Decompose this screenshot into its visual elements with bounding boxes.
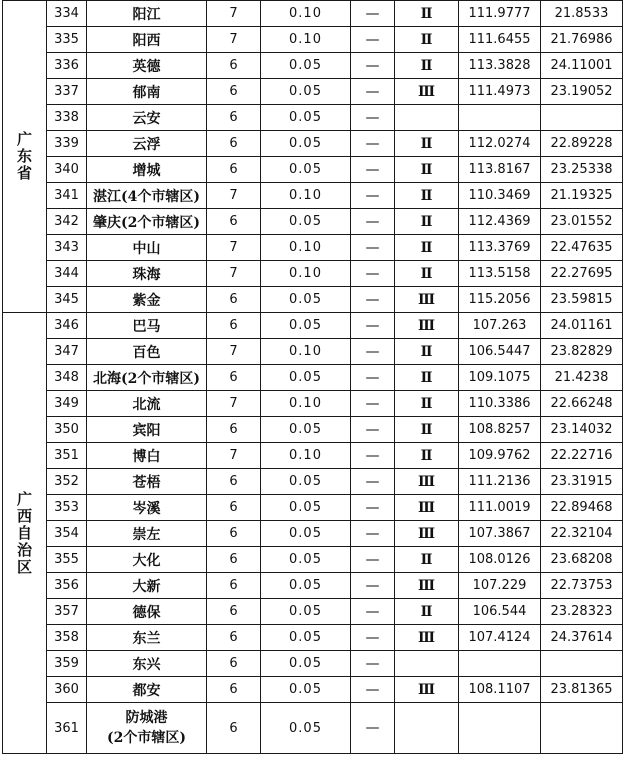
table-row xyxy=(3,339,623,365)
latitude: 23.81365 xyxy=(541,677,623,703)
peak-acceleration: 0.05 xyxy=(261,131,351,157)
seismic-intensity: 7 xyxy=(207,261,261,287)
city-name: 苍梧 xyxy=(87,469,207,495)
row-number: 349 xyxy=(47,391,87,417)
dash-mark: — xyxy=(351,677,395,703)
row-number: 358 xyxy=(47,625,87,651)
longitude xyxy=(459,651,541,677)
dash-mark: — xyxy=(351,157,395,183)
site-grade: Ⅲ xyxy=(395,677,459,703)
table-row xyxy=(3,261,623,287)
longitude: 111.6455 xyxy=(459,27,541,53)
longitude: 108.0126 xyxy=(459,547,541,573)
city-name: 北流 xyxy=(87,391,207,417)
site-grade: Ⅱ xyxy=(395,365,459,391)
seismic-intensity: 7 xyxy=(207,339,261,365)
table-row xyxy=(3,131,623,157)
row-number: 339 xyxy=(47,131,87,157)
latitude: 22.47635 xyxy=(541,235,623,261)
peak-acceleration: 0.05 xyxy=(261,209,351,235)
longitude: 107.229 xyxy=(459,573,541,599)
site-grade: Ⅱ xyxy=(395,53,459,79)
city-name: 巴马 xyxy=(87,313,207,339)
seismic-intensity: 6 xyxy=(207,105,261,131)
row-number: 337 xyxy=(47,79,87,105)
dash-mark: — xyxy=(351,287,395,313)
latitude: 22.73753 xyxy=(541,573,623,599)
latitude: 22.89468 xyxy=(541,495,623,521)
longitude: 107.3867 xyxy=(459,521,541,547)
site-grade: Ⅲ xyxy=(395,469,459,495)
city-name: 大化 xyxy=(87,547,207,573)
longitude: 115.2056 xyxy=(459,287,541,313)
dash-mark: — xyxy=(351,599,395,625)
site-grade: Ⅱ xyxy=(395,235,459,261)
table-row xyxy=(3,677,623,703)
site-grade: Ⅱ xyxy=(395,443,459,469)
peak-acceleration: 0.05 xyxy=(261,599,351,625)
site-grade: Ⅲ xyxy=(395,495,459,521)
row-number: 354 xyxy=(47,521,87,547)
row-number: 350 xyxy=(47,417,87,443)
city-name: 百色 xyxy=(87,339,207,365)
longitude: 106.544 xyxy=(459,599,541,625)
longitude xyxy=(459,703,541,754)
row-number: 345 xyxy=(47,287,87,313)
site-grade: Ⅲ xyxy=(395,573,459,599)
dash-mark: — xyxy=(351,131,395,157)
dash-mark: — xyxy=(351,625,395,651)
peak-acceleration: 0.05 xyxy=(261,677,351,703)
site-grade: Ⅱ xyxy=(395,417,459,443)
dash-mark: — xyxy=(351,79,395,105)
dash-mark: — xyxy=(351,235,395,261)
city-name: 德保 xyxy=(87,599,207,625)
site-grade: Ⅱ xyxy=(395,261,459,287)
longitude: 111.2136 xyxy=(459,469,541,495)
site-grade: Ⅱ xyxy=(395,183,459,209)
peak-acceleration: 0.05 xyxy=(261,287,351,313)
peak-acceleration: 0.05 xyxy=(261,365,351,391)
seismic-intensity: 6 xyxy=(207,209,261,235)
seismic-intensity: 6 xyxy=(207,287,261,313)
dash-mark: — xyxy=(351,313,395,339)
row-number: 359 xyxy=(47,651,87,677)
row-number: 340 xyxy=(47,157,87,183)
longitude: 108.8257 xyxy=(459,417,541,443)
row-number: 336 xyxy=(47,53,87,79)
dash-mark: — xyxy=(351,209,395,235)
dash-mark: — xyxy=(351,339,395,365)
table-row xyxy=(3,53,623,79)
row-number: 360 xyxy=(47,677,87,703)
seismic-intensity: 6 xyxy=(207,79,261,105)
longitude: 108.1107 xyxy=(459,677,541,703)
table-row xyxy=(3,1,623,27)
row-number: 353 xyxy=(47,495,87,521)
latitude: 24.11001 xyxy=(541,53,623,79)
latitude: 22.27695 xyxy=(541,261,623,287)
city-name: 宾阳 xyxy=(87,417,207,443)
dash-mark: — xyxy=(351,53,395,79)
latitude: 22.22716 xyxy=(541,443,623,469)
site-grade: Ⅱ xyxy=(395,1,459,27)
dash-mark: — xyxy=(351,391,395,417)
dash-mark: — xyxy=(351,365,395,391)
seismic-intensity: 6 xyxy=(207,573,261,599)
row-number: 351 xyxy=(47,443,87,469)
seismic-intensity: 7 xyxy=(207,235,261,261)
city-name: 云浮 xyxy=(87,131,207,157)
city-name: 中山 xyxy=(87,235,207,261)
longitude: 112.0274 xyxy=(459,131,541,157)
seismic-intensity: 6 xyxy=(207,599,261,625)
city-name: 湛江(4个市辖区) xyxy=(87,183,207,209)
longitude: 109.1075 xyxy=(459,365,541,391)
seismic-intensity: 6 xyxy=(207,365,261,391)
seismic-intensity: 6 xyxy=(207,53,261,79)
row-number: 335 xyxy=(47,27,87,53)
seismic-intensity: 6 xyxy=(207,157,261,183)
city-name: 防城港 (2个市辖区) xyxy=(87,703,207,754)
latitude: 24.01161 xyxy=(541,313,623,339)
seismic-intensity: 7 xyxy=(207,443,261,469)
site-grade: Ⅲ xyxy=(395,287,459,313)
site-grade: Ⅱ xyxy=(395,157,459,183)
latitude: 21.76986 xyxy=(541,27,623,53)
latitude: 22.32104 xyxy=(541,521,623,547)
table-row xyxy=(3,183,623,209)
peak-acceleration: 0.05 xyxy=(261,521,351,547)
row-number: 348 xyxy=(47,365,87,391)
table-row xyxy=(3,547,623,573)
latitude xyxy=(541,651,623,677)
seismic-intensity: 6 xyxy=(207,131,261,157)
latitude: 21.4238 xyxy=(541,365,623,391)
city-name: 东兴 xyxy=(87,651,207,677)
longitude: 106.5447 xyxy=(459,339,541,365)
dash-mark: — xyxy=(351,495,395,521)
seismic-intensity: 6 xyxy=(207,625,261,651)
city-name: 珠海 xyxy=(87,261,207,287)
table-row xyxy=(3,521,623,547)
longitude: 113.5158 xyxy=(459,261,541,287)
row-number: 334 xyxy=(47,1,87,27)
site-grade: Ⅱ xyxy=(395,547,459,573)
latitude xyxy=(541,105,623,131)
latitude xyxy=(541,703,623,754)
row-number: 355 xyxy=(47,547,87,573)
peak-acceleration: 0.05 xyxy=(261,79,351,105)
site-grade: Ⅱ xyxy=(395,131,459,157)
dash-mark: — xyxy=(351,443,395,469)
longitude: 113.3769 xyxy=(459,235,541,261)
peak-acceleration: 0.05 xyxy=(261,547,351,573)
longitude: 112.4369 xyxy=(459,209,541,235)
seismic-intensity: 6 xyxy=(207,547,261,573)
dash-mark: — xyxy=(351,27,395,53)
row-number: 356 xyxy=(47,573,87,599)
province-cell: 广西自治区 xyxy=(3,313,47,754)
latitude: 23.68208 xyxy=(541,547,623,573)
peak-acceleration: 0.05 xyxy=(261,651,351,677)
site-grade: Ⅱ xyxy=(395,599,459,625)
longitude: 113.3828 xyxy=(459,53,541,79)
peak-acceleration: 0.05 xyxy=(261,313,351,339)
seismic-intensity: 7 xyxy=(207,391,261,417)
seismic-intensity: 6 xyxy=(207,703,261,754)
peak-acceleration: 0.05 xyxy=(261,53,351,79)
latitude: 22.89228 xyxy=(541,131,623,157)
table-row xyxy=(3,651,623,677)
city-name: 东兰 xyxy=(87,625,207,651)
peak-acceleration: 0.05 xyxy=(261,495,351,521)
latitude: 23.19052 xyxy=(541,79,623,105)
seismic-intensity: 6 xyxy=(207,495,261,521)
table-row xyxy=(3,625,623,651)
row-number: 352 xyxy=(47,469,87,495)
seismic-intensity: 6 xyxy=(207,469,261,495)
peak-acceleration: 0.10 xyxy=(261,391,351,417)
row-number: 338 xyxy=(47,105,87,131)
table-row xyxy=(3,417,623,443)
peak-acceleration: 0.10 xyxy=(261,443,351,469)
longitude: 111.4973 xyxy=(459,79,541,105)
city-name: 博白 xyxy=(87,443,207,469)
table-row xyxy=(3,573,623,599)
peak-acceleration: 0.05 xyxy=(261,573,351,599)
seismic-intensity: 7 xyxy=(207,27,261,53)
latitude: 23.25338 xyxy=(541,157,623,183)
latitude: 23.82829 xyxy=(541,339,623,365)
city-name: 岑溪 xyxy=(87,495,207,521)
latitude: 21.19325 xyxy=(541,183,623,209)
site-grade: Ⅱ xyxy=(395,339,459,365)
seismic-intensity: 6 xyxy=(207,313,261,339)
table-row xyxy=(3,235,623,261)
city-name: 郁南 xyxy=(87,79,207,105)
dash-mark: — xyxy=(351,547,395,573)
city-name: 云安 xyxy=(87,105,207,131)
seismic-parameter-table xyxy=(2,0,623,754)
peak-acceleration: 0.05 xyxy=(261,157,351,183)
longitude: 107.263 xyxy=(459,313,541,339)
site-grade: Ⅲ xyxy=(395,313,459,339)
longitude: 107.4124 xyxy=(459,625,541,651)
latitude: 21.8533 xyxy=(541,1,623,27)
seismic-intensity: 7 xyxy=(207,183,261,209)
table-row xyxy=(3,495,623,521)
dash-mark: — xyxy=(351,651,395,677)
latitude: 23.59815 xyxy=(541,287,623,313)
seismic-intensity: 6 xyxy=(207,417,261,443)
table-row xyxy=(3,443,623,469)
peak-acceleration: 0.05 xyxy=(261,625,351,651)
peak-acceleration: 0.10 xyxy=(261,183,351,209)
table-row xyxy=(3,703,623,754)
dash-mark: — xyxy=(351,573,395,599)
peak-acceleration: 0.10 xyxy=(261,261,351,287)
longitude: 113.8167 xyxy=(459,157,541,183)
latitude: 23.01552 xyxy=(541,209,623,235)
row-number: 357 xyxy=(47,599,87,625)
city-name: 英德 xyxy=(87,53,207,79)
table-body xyxy=(3,1,623,754)
row-number: 346 xyxy=(47,313,87,339)
city-name: 都安 xyxy=(87,677,207,703)
site-grade xyxy=(395,105,459,131)
city-name: 崇左 xyxy=(87,521,207,547)
dash-mark: — xyxy=(351,703,395,754)
peak-acceleration: 0.10 xyxy=(261,27,351,53)
latitude: 23.28323 xyxy=(541,599,623,625)
row-number: 361 xyxy=(47,703,87,754)
city-name: 北海(2个市辖区) xyxy=(87,365,207,391)
latitude: 24.37614 xyxy=(541,625,623,651)
city-name: 增城 xyxy=(87,157,207,183)
longitude: 110.3386 xyxy=(459,391,541,417)
peak-acceleration: 0.05 xyxy=(261,703,351,754)
site-grade: Ⅲ xyxy=(395,521,459,547)
latitude: 23.31915 xyxy=(541,469,623,495)
peak-acceleration: 0.05 xyxy=(261,469,351,495)
city-name: 阳西 xyxy=(87,27,207,53)
site-grade xyxy=(395,703,459,754)
row-number: 347 xyxy=(47,339,87,365)
row-number: 343 xyxy=(47,235,87,261)
dash-mark: — xyxy=(351,183,395,209)
peak-acceleration: 0.10 xyxy=(261,339,351,365)
longitude: 111.0019 xyxy=(459,495,541,521)
site-grade: Ⅱ xyxy=(395,209,459,235)
longitude: 109.9762 xyxy=(459,443,541,469)
city-name: 紫金 xyxy=(87,287,207,313)
table-row xyxy=(3,469,623,495)
city-name: 阳江 xyxy=(87,1,207,27)
row-number: 344 xyxy=(47,261,87,287)
table-row xyxy=(3,391,623,417)
dash-mark: — xyxy=(351,1,395,27)
site-grade: Ⅲ xyxy=(395,79,459,105)
table-row xyxy=(3,27,623,53)
dash-mark: — xyxy=(351,261,395,287)
table-row xyxy=(3,157,623,183)
site-grade: Ⅱ xyxy=(395,391,459,417)
longitude: 111.9777 xyxy=(459,1,541,27)
table-row xyxy=(3,79,623,105)
table-row xyxy=(3,105,623,131)
peak-acceleration: 0.10 xyxy=(261,235,351,261)
seismic-intensity: 6 xyxy=(207,677,261,703)
longitude xyxy=(459,105,541,131)
dash-mark: — xyxy=(351,469,395,495)
table-row xyxy=(3,287,623,313)
city-name: 大新 xyxy=(87,573,207,599)
table-row xyxy=(3,209,623,235)
longitude: 110.3469 xyxy=(459,183,541,209)
table-row xyxy=(3,313,623,339)
seismic-intensity: 6 xyxy=(207,651,261,677)
site-grade: Ⅲ xyxy=(395,625,459,651)
seismic-intensity: 6 xyxy=(207,521,261,547)
row-number: 341 xyxy=(47,183,87,209)
peak-acceleration: 0.05 xyxy=(261,417,351,443)
dash-mark: — xyxy=(351,105,395,131)
city-name: 肇庆(2个市辖区) xyxy=(87,209,207,235)
peak-acceleration: 0.10 xyxy=(261,1,351,27)
peak-acceleration: 0.05 xyxy=(261,105,351,131)
dash-mark: — xyxy=(351,417,395,443)
latitude: 23.14032 xyxy=(541,417,623,443)
table-row xyxy=(3,365,623,391)
latitude: 22.66248 xyxy=(541,391,623,417)
seismic-intensity: 7 xyxy=(207,1,261,27)
site-grade xyxy=(395,651,459,677)
dash-mark: — xyxy=(351,521,395,547)
site-grade: Ⅱ xyxy=(395,27,459,53)
table-row xyxy=(3,599,623,625)
province-cell: 广东省 xyxy=(3,1,47,313)
row-number: 342 xyxy=(47,209,87,235)
